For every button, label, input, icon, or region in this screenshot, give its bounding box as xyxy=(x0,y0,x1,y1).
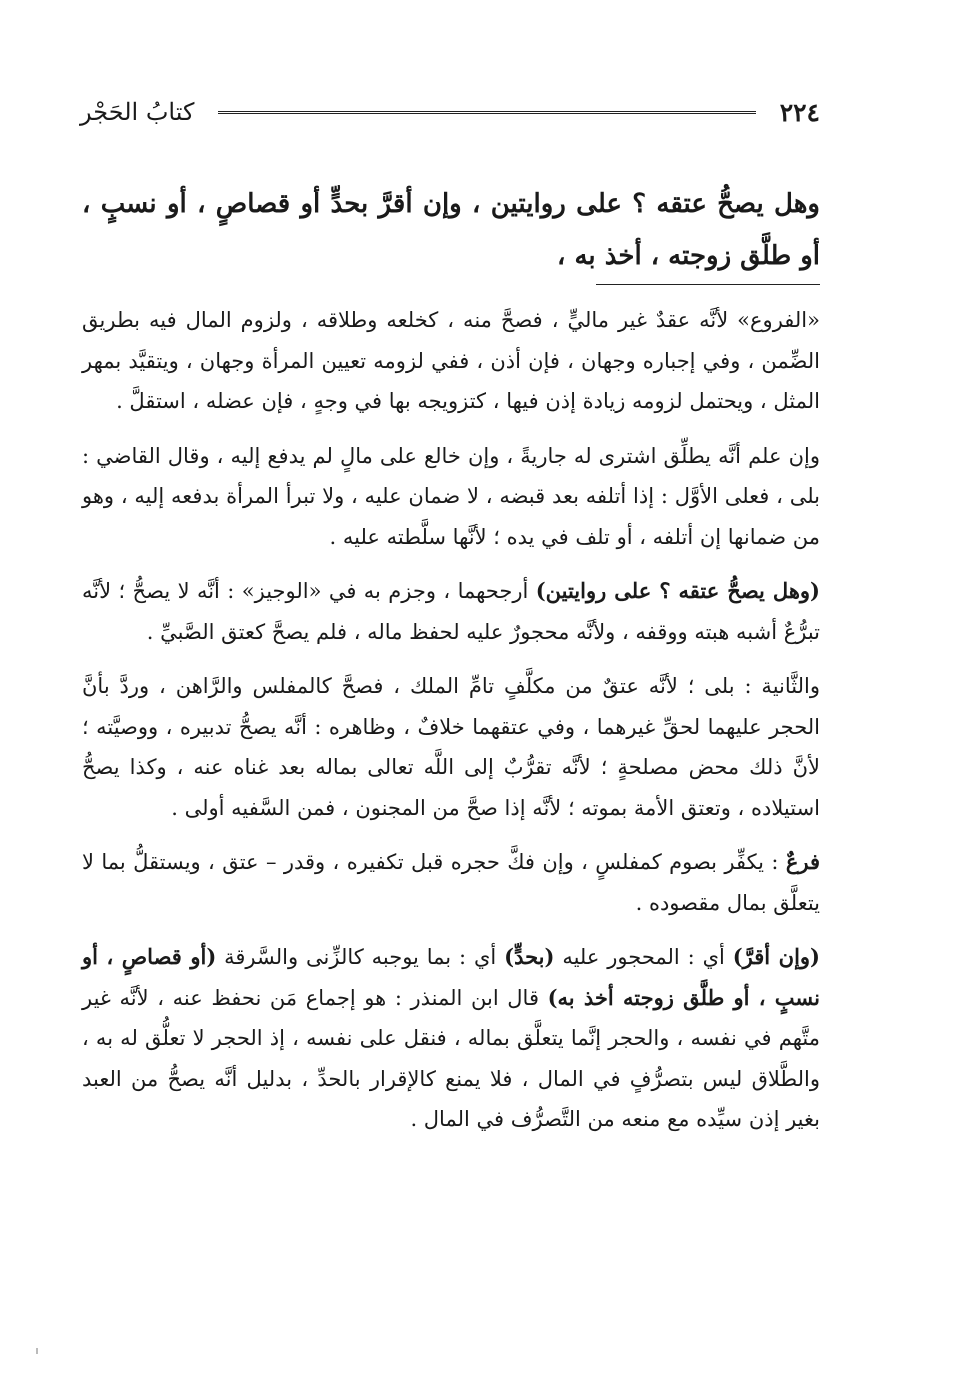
matn-text: وهل يصحُّ عتقه ؟ على روايتين ، وإن أقرَّ بحدٍّ أو قصاصٍ ، أو نسبٍ ، أو طلَّق زوجته ، أخذ به ، xyxy=(82,189,820,271)
paragraph-text: أرجحهما ، وجزم به في «الوجيز» : أنَّه لا يصحُّ ؛ لأنَّه تبرُّعٌ أشبه هبته ووقفه ، ولأنَّه محجورٌ عليه لحفظ ماله ، فلم يصحَّ كعتق الصَّبيِّ . xyxy=(82,579,820,644)
quoted-matn: (وإن أقرَّ) xyxy=(732,944,820,969)
matn-separator-rule xyxy=(596,284,820,285)
paragraph-text: والثَّانية : بلى ؛ لأنَّه عتقٌ من مكلَّفٍ تامِّ الملك ، فصحَّ كالمفلس والرَّاهن ، وردَّ بأنَّ الحجر عليهما لحقِّ غيرهما ، وفي عتقهما خلافٌ ، وظاهره : أنَّه يصحُّ تدبيره ، ووصيَّته ؛ لأنَّ ذلك محض مصلحةٍ ؛ لأنَّه تقرُّبٌ إلى اللَّه تعالى بماله بعد غناه عنه ، وكذا يصحُّ استيلاده ، وتعتق الأمة بموته ؛ لأنَّه إذا صحَّ من المجنون ، فمن السَّفيه أولى . xyxy=(82,674,820,820)
page-header xyxy=(80,92,820,132)
paragraph-text: «الفروع» لأنَّه عقدٌ غير ماليٍّ ، فصحَّ منه ، كخلعه وطلاقه ، ولزوم المال فيه بطريق الضِّمن ، وفي إجباره وجهان ، فإن أذن ، ففي لزومه تعيين المرأة وجهان ، ويتقيَّد بمهر المثل ، ويحتمل لزومه زيادة إذن فيها ، كتزويجه بها في وجهٍ ، فإن عضله ، استقلَّ . xyxy=(82,308,820,413)
paragraph-text: وإن علم أنَّه يطلِّق اشترى له جاريةً ، وإن خالع على مالٍ لم يدفع إليه ، وقال القاضي : بلى ، فعلى الأوَّل : إذا أتلفه بعد قبضه ، لا ضمان عليه ، ولا تبرأ المرأة بدفعه إليه ، وهو من ضمانها إن أتلفه ، أو تلف في يده ؛ لأنَّها سلَّطته عليه . xyxy=(82,443,820,549)
paragraph-4 xyxy=(82,666,820,828)
commentary-body xyxy=(82,300,820,1154)
paragraph-1 xyxy=(82,300,820,422)
paragraph-text: أي : المحجور عليه xyxy=(554,945,733,969)
quoted-matn: (بحدٍّ) xyxy=(504,944,555,969)
scan-mark xyxy=(36,1348,38,1354)
page-number: ٢٢٤ xyxy=(779,97,820,127)
quoted-matn: (وهل يصحُّ عتقه ؟ على روايتين) xyxy=(535,578,820,603)
far-heading: فرعٌ xyxy=(785,849,820,874)
paragraph-3 xyxy=(82,571,820,652)
paragraph-5 xyxy=(82,842,820,923)
paragraph-text: أي : بما يوجبه كالزِّنى والسَّرقة xyxy=(216,945,505,969)
paragraph-2 xyxy=(82,436,820,558)
paragraph-text: قال ابن المنذر : هو إجماع مَن نحفظ عنه ، لأنَّه غير متَّهم في نفسه ، والحجر إنَّما يتعلَّق بماله ، فنقل على نفسه ، إذ الحجر لا تعلُّق له به ، والطَّلاق ليس بتصرُّفٍ في المال ، فلا يمنع كالإقرار بالحدِّ ، بدليل أنَّه يصحُّ من العبد بغير إذن سيِّده مع منعه من التَّصرُّف في المال . xyxy=(82,985,820,1131)
paragraph-text: : يكفِّر بصوم كمفلسٍ ، وإن فكَّ حجره قبل تكفيره ، وقدر – عتق ، ويستقلُّ بما لا يتعلَّق بمال مقصوده . xyxy=(82,850,820,915)
quoted-matn: (أو قصاصٍ ، أو نسبٍ ، أو طلَّق زوجته أخذ به) xyxy=(82,944,820,1010)
paragraph-6 xyxy=(82,937,820,1140)
header-rule xyxy=(218,111,755,114)
running-title: كتابُ الحَجْر xyxy=(80,98,195,126)
